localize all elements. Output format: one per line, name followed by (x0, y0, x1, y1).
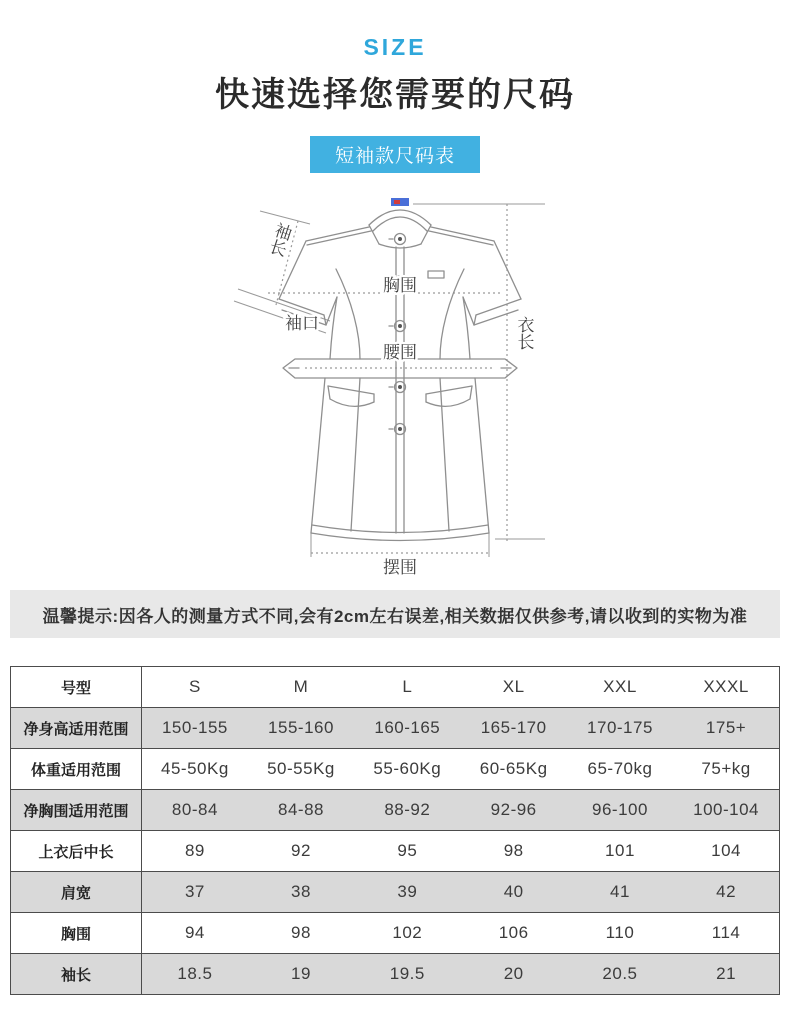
size-cell: 160-165 (354, 708, 460, 749)
size-cell: 18.5 (142, 954, 248, 995)
size-cell: 60-65Kg (460, 749, 566, 790)
size-cell: 92 (248, 831, 354, 872)
garment-length-label: 衣长 (514, 316, 534, 350)
button-icon (389, 424, 406, 435)
size-col-header: XXL (567, 667, 673, 708)
size-chart-badge: 短袖款尺码表 (310, 136, 480, 173)
size-cell: 95 (354, 831, 460, 872)
notice-bar (10, 590, 780, 638)
size-cell: 101 (567, 831, 673, 872)
button-icon (389, 234, 406, 245)
button-icon (389, 382, 406, 393)
size-col-header: XL (460, 667, 566, 708)
notice-text: 温馨提示:因各人的测量方式不同,会有2cm左右误差,相关数据仅供参考,请以收到的实物为准 (42, 606, 748, 626)
size-cell: 114 (673, 913, 779, 954)
size-cell: 50-55Kg (248, 749, 354, 790)
hem-label: 摆围 (383, 558, 417, 577)
table-header-row (11, 667, 780, 708)
table-row (11, 708, 780, 749)
section-eyebrow: SIZE (363, 34, 427, 60)
size-cell: 84-88 (248, 790, 354, 831)
row-label: 袖长 (11, 954, 142, 995)
size-cell: 20 (460, 954, 566, 995)
table-row (11, 790, 780, 831)
row-label: 体重适用范围 (11, 749, 142, 790)
button-icon (389, 321, 406, 332)
size-table (10, 666, 780, 995)
table-row (11, 749, 780, 790)
cuff-label: 袖口 (285, 314, 319, 333)
row-label: 肩宽 (11, 872, 142, 913)
size-cell: 19.5 (354, 954, 460, 995)
size-cell: 155-160 (248, 708, 354, 749)
size-cell: 45-50Kg (142, 749, 248, 790)
garment-drawing (0, 181, 790, 586)
size-cell: 92-96 (460, 790, 566, 831)
size-cell: 75+kg (673, 749, 779, 790)
size-cell: 170-175 (567, 708, 673, 749)
size-col-header: S (142, 667, 248, 708)
button-row (389, 234, 406, 435)
size-cell: 110 (567, 913, 673, 954)
size-cell: 150-155 (142, 708, 248, 749)
size-cell: 40 (460, 872, 566, 913)
size-cell: 96-100 (567, 790, 673, 831)
size-cell: 102 (354, 913, 460, 954)
size-col-header: M (248, 667, 354, 708)
size-cell: 20.5 (567, 954, 673, 995)
page-title: 快速选择您需要的尺码 (215, 76, 575, 114)
size-cell: 88-92 (354, 790, 460, 831)
size-cell: 106 (460, 913, 566, 954)
bust-label: 胸围 (383, 276, 417, 295)
sleeve-length-label: 袖长 (264, 219, 294, 259)
size-cell: 104 (673, 831, 779, 872)
table-row (11, 954, 780, 995)
garment-outline (279, 210, 521, 541)
garment-diagram (0, 181, 790, 586)
brand-tag (391, 198, 409, 206)
table-row (11, 872, 780, 913)
row-label: 净胸围适用范围 (11, 790, 142, 831)
size-col-header: XXXL (673, 667, 779, 708)
size-cell: 65-70kg (567, 749, 673, 790)
size-cell: 98 (460, 831, 566, 872)
size-cell: 80-84 (142, 790, 248, 831)
size-cell: 89 (142, 831, 248, 872)
size-cell: 39 (354, 872, 460, 913)
table-row (11, 831, 780, 872)
size-cell: 42 (673, 872, 779, 913)
size-cell: 55-60Kg (354, 749, 460, 790)
size-cell: 98 (248, 913, 354, 954)
size-cell: 37 (142, 872, 248, 913)
size-cell: 21 (673, 954, 779, 995)
row-label: 号型 (11, 667, 142, 708)
row-label: 上衣后中长 (11, 831, 142, 872)
waist-label: 腰围 (383, 343, 417, 362)
size-cell: 41 (567, 872, 673, 913)
size-cell: 165-170 (460, 708, 566, 749)
size-cell: 100-104 (673, 790, 779, 831)
row-label: 胸围 (11, 913, 142, 954)
row-label: 净身高适用范围 (11, 708, 142, 749)
size-cell: 19 (248, 954, 354, 995)
size-cell: 38 (248, 872, 354, 913)
size-cell: 94 (142, 913, 248, 954)
size-cell: 175+ (673, 708, 779, 749)
table-row (11, 913, 780, 954)
size-col-header: L (354, 667, 460, 708)
